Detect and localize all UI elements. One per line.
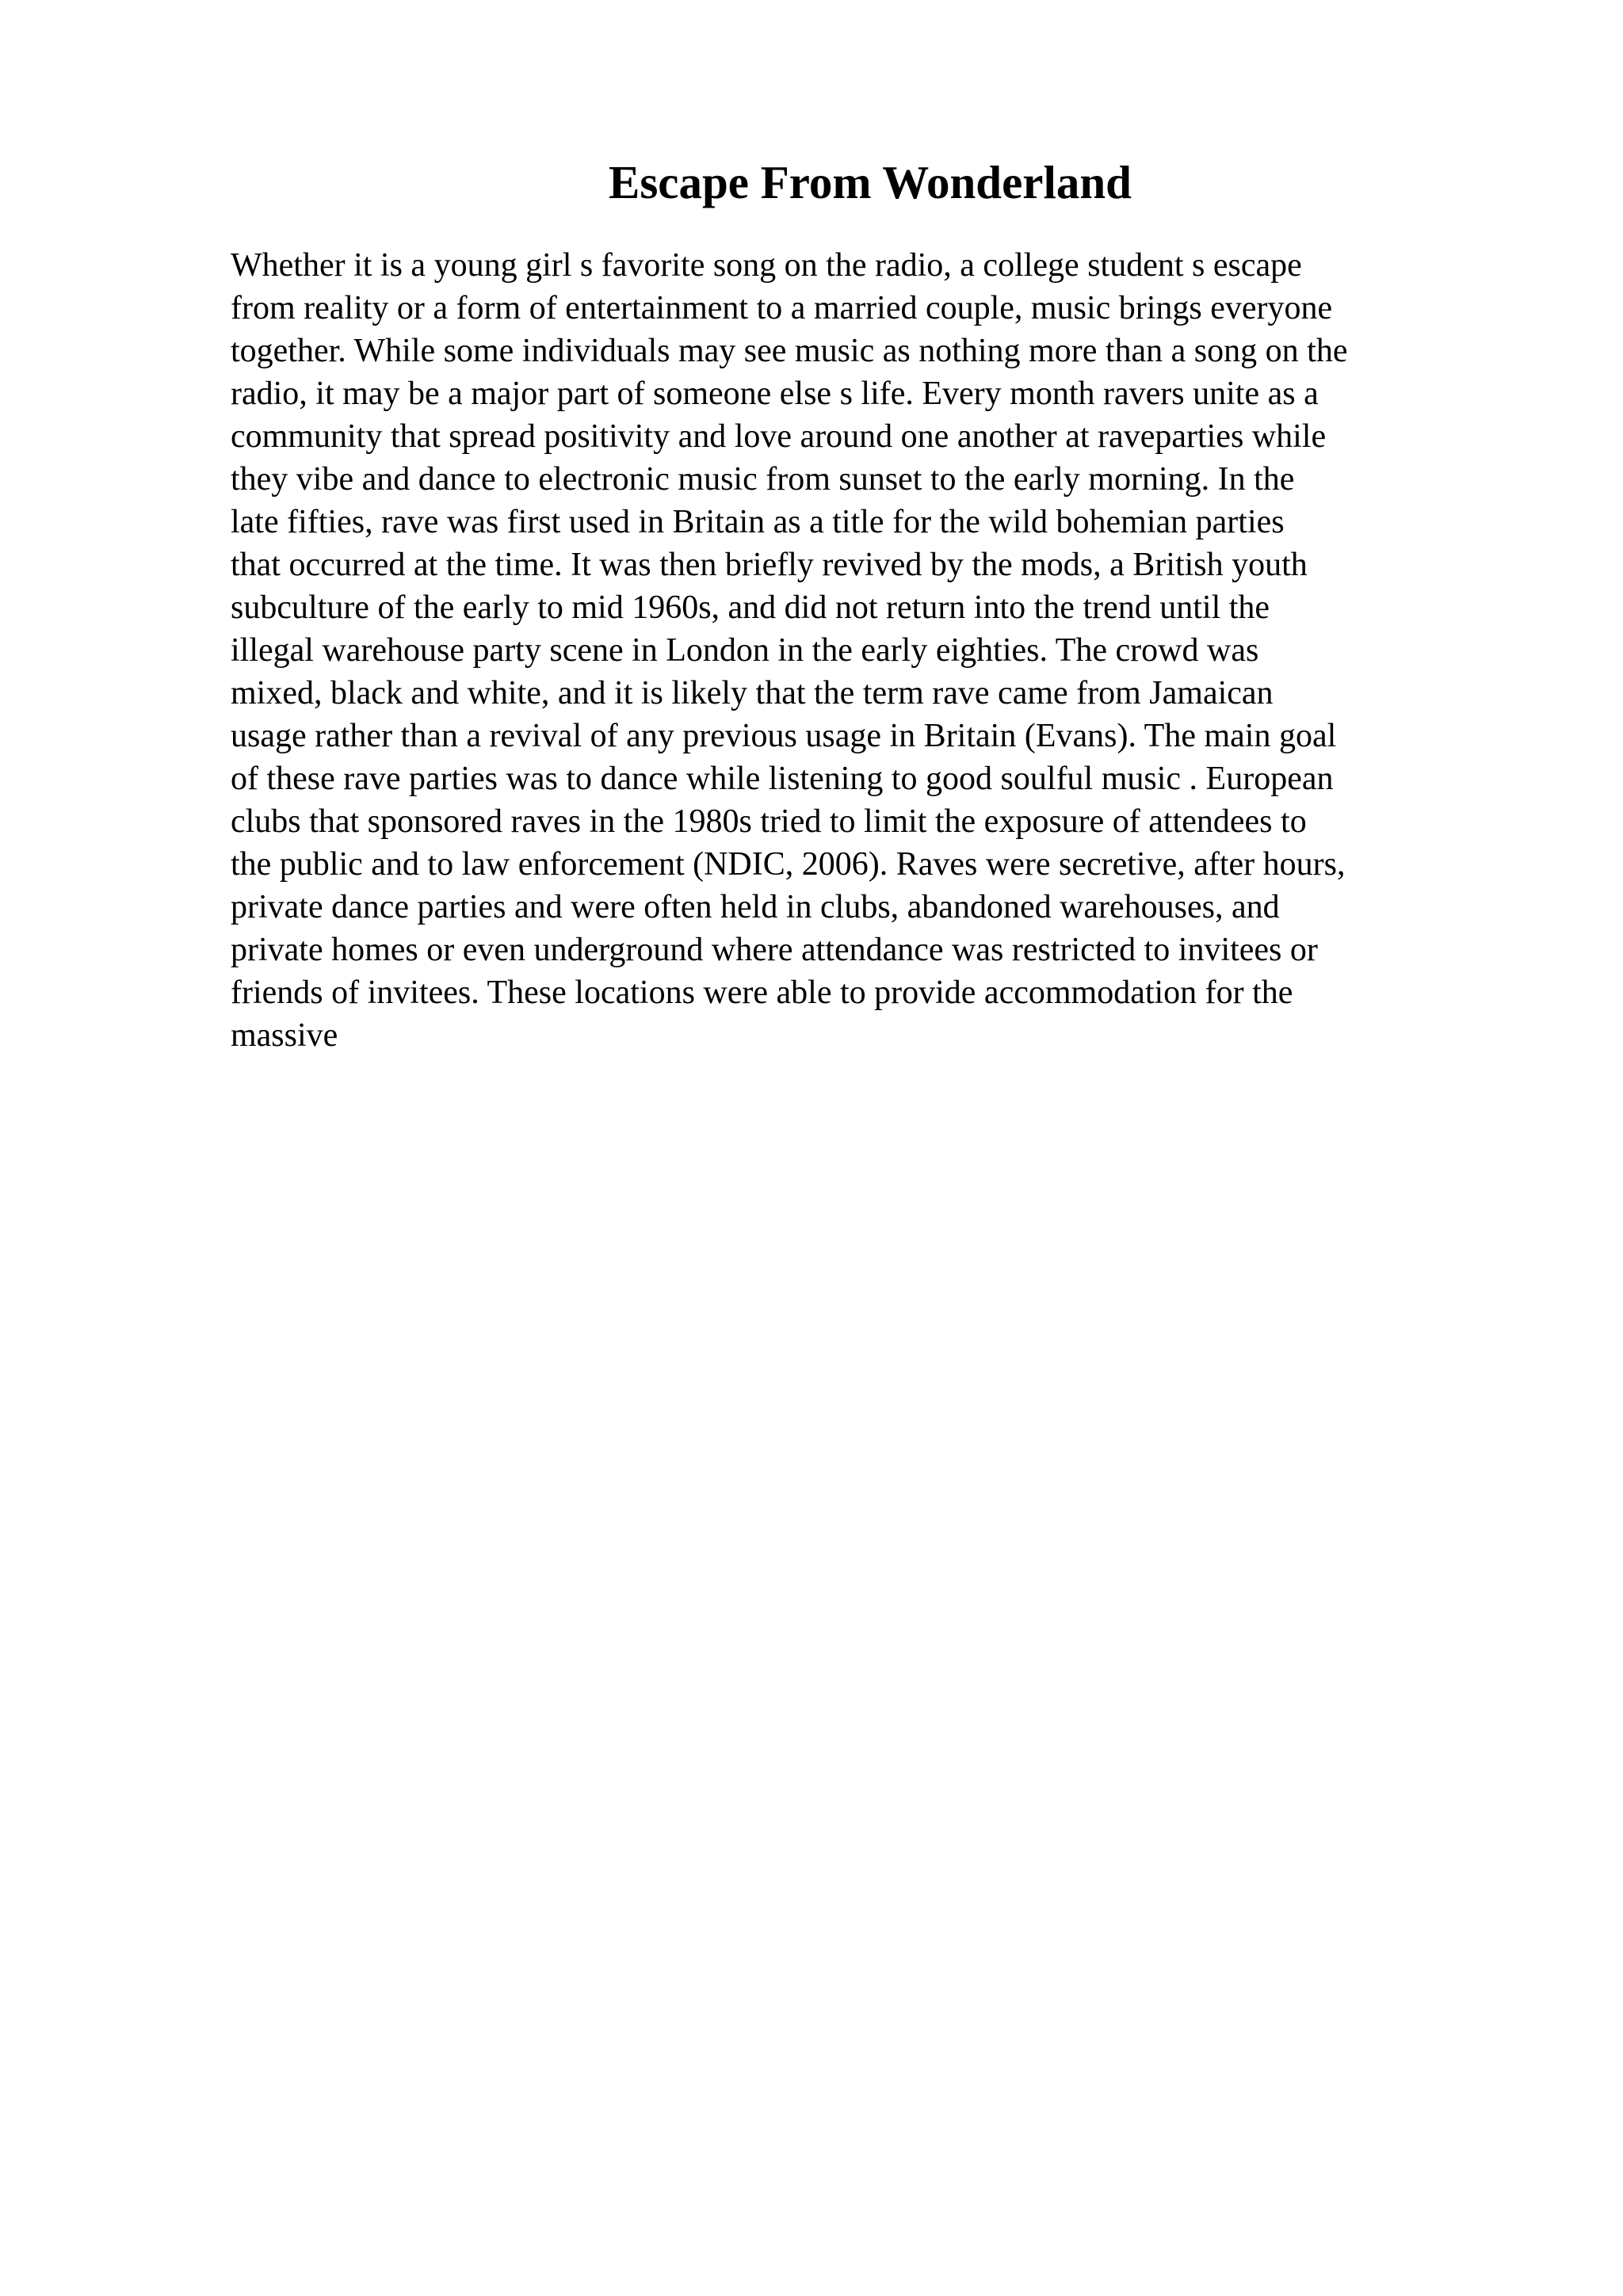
body-line: subculture of the early to mid 1960s, and did not return into the trend until the (231, 589, 1270, 626)
body-line: private dance parties and were often held in clubs, abandoned warehouses, and (231, 889, 1280, 925)
body-line: that occurred at the time. It was then briefly revived by the mods, a British youth (231, 547, 1308, 583)
document-body (231, 244, 1499, 1057)
body-line: together. While some individuals may see music as nothing more than a song on the (231, 333, 1348, 369)
body-line: late fifties, rave was first used in Britain as a title for the wild bohemian parties (231, 504, 1285, 540)
body-line: from reality or a form of entertainment to a married couple, music brings everyone (231, 290, 1333, 326)
body-line: massive (231, 1017, 338, 1054)
body-line: of these rave parties was to dance while listening to good soulful music . European (231, 761, 1334, 797)
body-line: the public and to law enforcement (NDIC, 2006). Raves were secretive, after hours, (231, 846, 1346, 883)
body-line: mixed, black and white, and it is likely that the term rave came from Jamaican (231, 675, 1274, 711)
body-line: usage rather than a revival of any previous usage in Britain (Evans). The main goal (231, 718, 1337, 754)
body-line: radio, it may be a major part of someone else s life. Every month ravers unite as a (231, 376, 1319, 412)
body-line: they vibe and dance to electronic music from sunset to the early morning. In the (231, 461, 1295, 498)
body-line: Whether it is a young girl s favorite song on the radio, a college student s escape (231, 247, 1302, 284)
body-line: illegal warehouse party scene in London in the early eighties. The crowd was (231, 632, 1259, 669)
body-line: private homes or even underground where attendance was restricted to invitees or (231, 932, 1318, 968)
body-line: clubs that sponsored raves in the 1980s tried to limit the exposure of attendees to (231, 803, 1307, 840)
body-line: friends of invitees. These locations were able to provide accommodation for the (231, 974, 1293, 1011)
document-title: Escape From Wonderland (608, 156, 1132, 208)
body-line: community that spread positivity and love around one another at raveparties while (231, 418, 1327, 455)
